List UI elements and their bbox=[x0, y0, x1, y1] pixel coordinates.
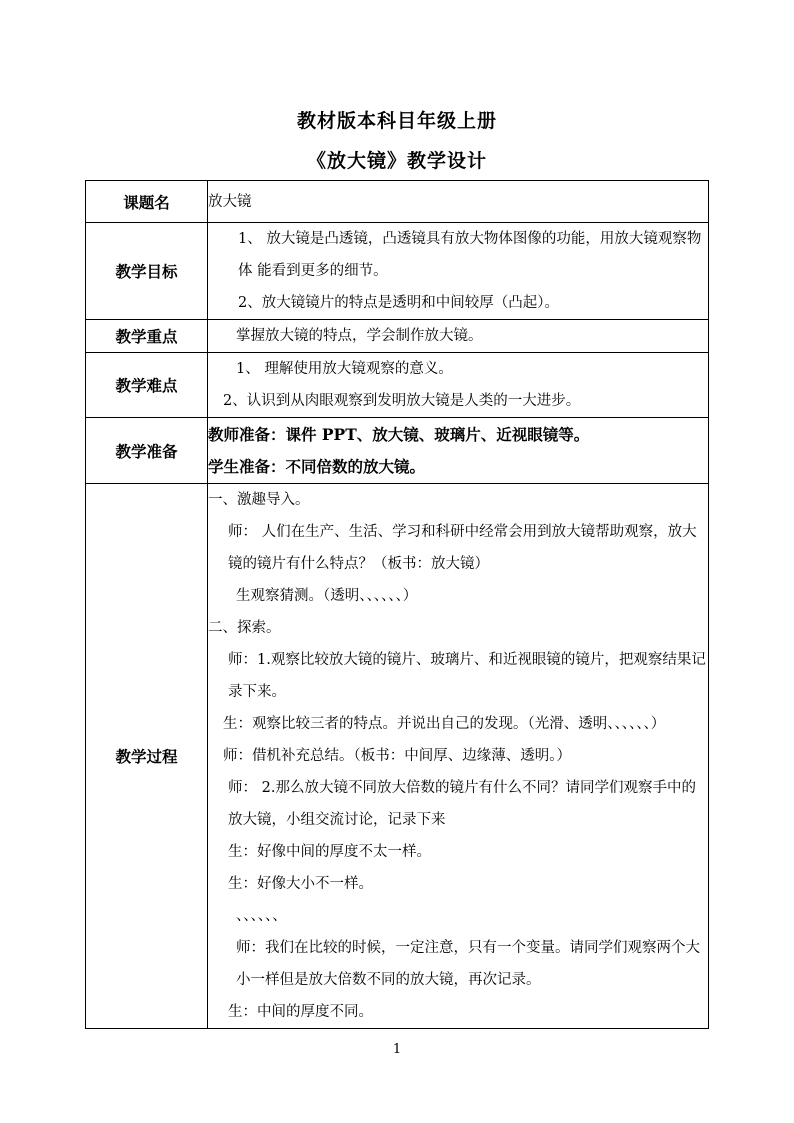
process-line: 二、探索。 bbox=[208, 620, 281, 636]
process-line: 师： 2.那么放大镜不同放大倍数的镜片有什么不同？请同学们观察手中的放大镜，小组交流讨论，记录下来 bbox=[228, 780, 696, 828]
document-subtitle: 《放大镜》教学设计 bbox=[306, 150, 487, 172]
document-title: 教材版本科目年级上册 bbox=[296, 110, 497, 132]
goals-content bbox=[208, 223, 709, 320]
student-preparation: 学生准备：不同倍数的放大镜。 bbox=[208, 456, 426, 476]
difficulty-line-1: 1、 理解使用放大镜观察的意义。 bbox=[236, 361, 453, 377]
key-point-content bbox=[208, 320, 709, 353]
table-row-goals bbox=[86, 223, 709, 320]
process-line: 师： 人们在生产、生活、学习和科研中经常会用到放大镜帮助观察，放大镜的镜片有什么特点？（板书：放大镜） bbox=[228, 524, 697, 572]
process-line: 师：我们在比较的时候，一定注意，只有一个变量。请同学们观察两个大小一样但是放大倍数不同的放大镜，再次记录。 bbox=[236, 940, 700, 988]
goal-line-2: 2、放大镜镜片的特点是透明和中间较厚（凸起）。 bbox=[238, 295, 559, 311]
page-number: 1 bbox=[392, 1042, 402, 1057]
process-content bbox=[208, 484, 709, 1029]
process-line: 生：好像大小不一样。 bbox=[228, 876, 373, 892]
table-row-topic bbox=[86, 181, 709, 223]
goals-label: 教学目标 bbox=[86, 223, 208, 320]
table-row-preparation bbox=[86, 418, 709, 484]
key-point-text: 掌握放大镜的特点，学会制作放大镜。 bbox=[236, 328, 483, 344]
process-line: 生：中间的厚度不同。 bbox=[228, 1004, 373, 1020]
table-row-key-point bbox=[86, 320, 709, 353]
process-line: 师：借机补充总结。（板书：中间厚、边缘薄、透明。） bbox=[223, 748, 571, 764]
process-line: 生：观察比较三者的特点。并说出自己的发现。（光滑、透明、、、、、、） bbox=[223, 716, 666, 732]
difficulty-content bbox=[208, 353, 709, 418]
teacher-preparation: 教师准备：课件 PPT、放大镜、玻璃片、近视眼镜等。 bbox=[208, 424, 590, 444]
topic-value: 放大镜 bbox=[208, 181, 709, 223]
process-line: 生观察猜测。（透明、、、、、、） bbox=[236, 588, 418, 604]
difficulty-line-2: 2、认识到从肉眼观察到发明放大镜是人类的一大进步。 bbox=[223, 393, 581, 409]
table-row-difficulty bbox=[86, 353, 709, 418]
lesson-plan-table bbox=[85, 180, 709, 1029]
goal-line-1: 1、 放大镜是凸透镜，凸透镜具有放大物体图像的功能，用放大镜观察物体 能看到更多的细节。 bbox=[238, 231, 702, 279]
preparation-content bbox=[208, 418, 709, 484]
preparation-label: 教学准备 bbox=[86, 418, 208, 484]
process-line: 一、激趣导入。 bbox=[208, 492, 310, 508]
key-point-label: 教学重点 bbox=[86, 320, 208, 353]
process-line: 师：1.观察比较放大镜的镜片、玻璃片、和近视眼镜的镜片，把观察结果记录下来。 bbox=[228, 652, 706, 700]
topic-label: 课题名 bbox=[86, 181, 208, 223]
table-row-process bbox=[86, 484, 709, 1029]
process-line: 生：好像中间的厚度不太一样。 bbox=[228, 844, 431, 860]
process-line: 、、、、、、 bbox=[236, 908, 287, 924]
difficulty-label: 教学难点 bbox=[86, 353, 208, 418]
process-label: 教学过程 bbox=[86, 484, 208, 1029]
